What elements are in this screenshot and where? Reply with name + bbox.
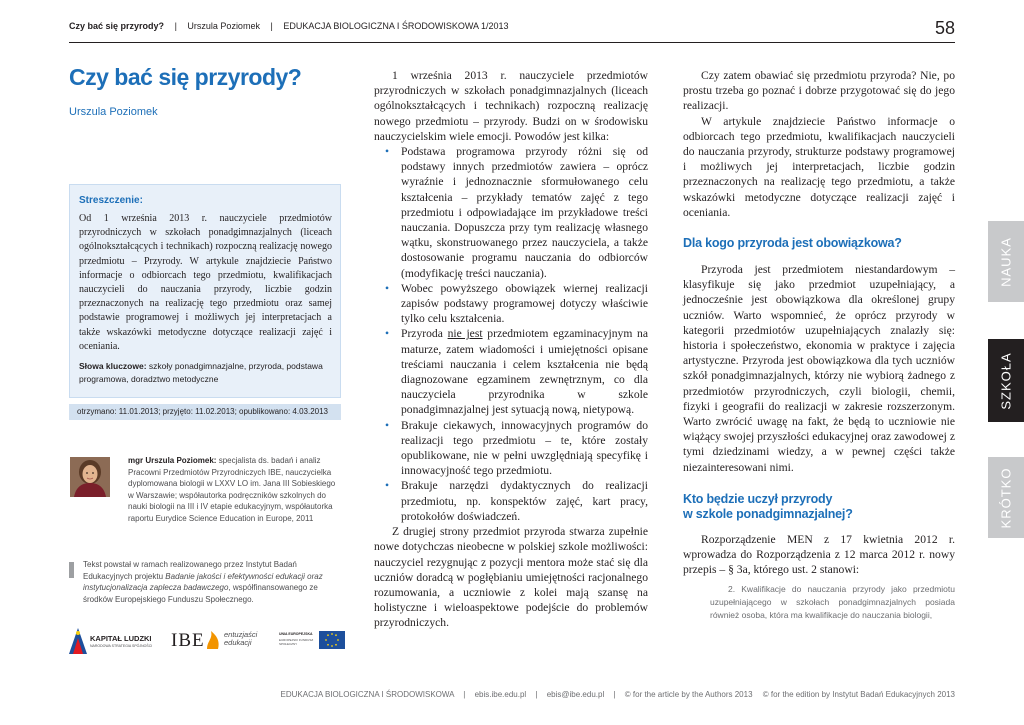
abstract-text: Od 1 września 2013 r. nauczyciele przedmiotów przyrodniczych w szkołach ponadgimnazjalnych (liceach ogólnokształcących i technikach) rozpoczną realizację nowego przedmiotu – Przyrody. W artykule znajdziecie Państwo informacje o odbiorcach tego przedmiotu, kwalifikacjach nauczycieli do nauczania przyrody, liczbie godzin przeznaczonych na realizację tego przedmiotu oraz samej podstawie programowej i możliwych jej interpretacjach a także wskazówki metodyczne dotyczące realizacji zajęć i oceniania.: [79, 213, 332, 352]
footer-separator: |: [463, 690, 466, 699]
footer-copyright-edition: © for the edition by Instytut Badań Edukacyjnych 2013: [762, 690, 955, 699]
header-text: [69, 21, 509, 31]
section-heading: Dla kogo przyroda jest obowiązkowa?: [683, 236, 902, 251]
eu-fund: EUROPEJSKI FUNDUSZ SPOŁECZNY: [279, 638, 314, 646]
footer-website-link[interactable]: ebis.ibe.edu.pl: [474, 690, 527, 699]
header-author: Urszula Poziomek: [187, 21, 260, 31]
footer-journal: EDUKACJA BIOLOGICZNA I ŚRODOWISKOWA: [280, 690, 455, 699]
list-item: [374, 326, 648, 417]
footer-copyright-article: © for the article by the Authors 2013: [624, 690, 753, 699]
ibe-tagline: entuzjaści edukacji: [224, 630, 258, 647]
author-photo: [70, 457, 110, 497]
author-bio-text: specjalista ds. badań i analiz Pracowni Przedmiotów Przyrodniczych IBE, nauczycielka dyplomowana biologii w LXXV LO im. Jana III Sobieskiego w Warszawie; współautorka podręczników szkolnych do nauki biologii na III i IV etapie edukacyjnym, współautorka raportu Eurydice Science Education in Europe, 2011: [128, 456, 336, 523]
header-separator: |: [270, 21, 273, 31]
list-item: • Podstawa programowa przyrody różni się od podstawy innych przedmiotów zawiera – oprócz wyraźnie i jednoznacznie sformułowanego celu kształcenia – przykłady tematów zajęć z tego przedmiotu i odpowiadające im przykładowe treści nauczania. Dopuszcza przy tym realizację własnego wątku, skonstruowanego przez nauczyciela, a także dostosowanie programu nauczania do odbiorców (modyfikację treści nauczania).: [374, 144, 648, 281]
closing-paragraph: Z drugiej strony przedmiot przyroda stwarza zupełnie nowe dotychczas nieobecne w polskiej szkole możliwości: nauczyciel rezygnując z pozycji mentora może stać się dla uczniów doradcą w pogłębianiu umiejętności racjonalnego rozumowania, a uczniowie z kolei mają szansę na holistyczne i wieloaspektowe podejście do problemów przyrodniczych.: [374, 525, 648, 630]
keywords-label: Słowa kluczowe:: [79, 361, 147, 372]
funding-note: [83, 559, 343, 605]
tab-label: KRÓTKO: [998, 467, 1014, 528]
paragraph: Czy zatem obawiać się przedmiotu przyroda? Nie, po prostu trzeba go poznać i dobrze przygotować się do jego realizacji.: [683, 69, 955, 113]
paragraph: W artykule znajdziecie Państwo informacje o odbiorcach tego przedmiotu, kwalifikacjach nauczycieli do nauczania przyrody, strukturze podstawy programowej i możliwych jej interpretacjach, liczbie godzin przeznaczonych na realizację tego przedmiotu, a także wskazówki metodyczne dotyczące realizacji zajęć i oceniania.: [683, 114, 955, 219]
tab-label: SZKOŁA: [998, 351, 1014, 410]
funding-marker: [69, 562, 74, 578]
author-portrait-icon: [70, 457, 110, 497]
header-article-title: Czy bać się przyrody?: [69, 21, 165, 31]
funding-line2: , współfinansowanego ze środków Europejskiego Funduszu Społecznego.: [83, 583, 318, 604]
paragraph: Rozporządzenie MEN z 17 kwietnia 2012 r. wprowadza do Rozporządzenia z 12 marca 2012 r. nowy przepis – § 3a, którego ust. 2 stanowi:: [683, 532, 955, 577]
header-separator: |: [174, 21, 177, 31]
list-item: • Brakuje ciekawych, innowacyjnych programów do realizacji tego przedmiotu – te, które zostały opublikowane, nie w pełni uwzględniają specyfikę i innowacyjność tego przedmiotu.: [374, 418, 648, 479]
header-journal: EDUKACJA BIOLOGICZNA I ŚRODOWISKOWA 1/2013: [283, 21, 509, 31]
author-bio-name: mgr Urszula Poziomek:: [128, 456, 217, 465]
publication-dates: otrzymano: 11.01.2013; przyjęto: 11.02.2013; opublikowano: 4.03.2013: [69, 404, 341, 420]
footer-separator: |: [535, 690, 538, 699]
keywords-list: szkoły ponadgimnazjalne, przyroda, podstawa programowa, doradztwo metodyczne: [79, 361, 323, 385]
abstract-heading: Streszczenie:: [79, 195, 143, 206]
tab-krotko[interactable]: [988, 457, 1024, 538]
intro-paragraph: 1 września 2013 r. nauczyciele przedmiotów przyrodniczych w szkołach ponadgimnazjalnych (liceach ogólnokształcących i technikach) rozpoczną realizację nowego przedmiotu – przyrody. Budzi on w środowisku nauczycielskim wiele emocji. Powodów jest kilka:: [374, 69, 648, 143]
list-item-text: przedmiotem egzaminacyjnym na maturze, zatem wiadomości i umiejętności opisane treściami nauczania i celem kształcenia nie będą diagnozowane egzaminem zewnętrznym, co dla nauczyciela przyrodnika w szkole ponadgimnazjalnej jest sytuacją nową, nietypową.: [401, 327, 648, 417]
eu-logo: [279, 625, 345, 657]
section-heading-line: Kto będzie uczył przyrody: [683, 491, 833, 506]
column-right: [683, 68, 955, 622]
ibe-wordmark: IBE: [171, 630, 205, 651]
eu-name: UNIA EUROPEJSKA: [279, 632, 313, 636]
section-heading: [683, 492, 955, 522]
section-heading-line: w szkole ponadgimnazjalnej?: [683, 506, 853, 521]
ibe-logo: [171, 625, 263, 657]
kapital-ludzki-logo: [69, 625, 159, 657]
kapital-ludzki-name: KAPITAŁ LUDZKI: [90, 634, 152, 643]
funding-line1: Tekst powstał w ramach realizowanego przez Instytut Badań Edukacyjnych projektu: [83, 560, 297, 581]
ibe-flame-icon: [205, 629, 221, 651]
tab-label: NAUKA: [998, 236, 1014, 287]
sponsor-logos: [69, 625, 345, 657]
funding-project: Badanie jakości i efektywności edukacji oraz instytucjonalizacja zaplecza badawczego: [83, 571, 323, 592]
list-item: • Brakuje narzędzi dydaktycznych do realizacji przedmiotu, np. konspektów zajęć, kart pracy, protokołów doświadczeń.: [374, 478, 648, 524]
footer-separator: |: [613, 690, 616, 699]
underlined-text: nie jest: [447, 327, 483, 341]
kapital-ludzki-icon: [69, 626, 87, 656]
footer-email-link[interactable]: ebis@ibe.edu.pl: [546, 690, 605, 699]
article-title: Czy bać się przyrody?: [69, 64, 302, 90]
abstract-box: [69, 184, 341, 398]
column-middle: [374, 68, 648, 631]
kapital-ludzki-sub: NARODOWA STRATEGIA SPÓJNOŚCI: [90, 644, 153, 648]
reasons-list: [374, 144, 648, 524]
tab-nauka[interactable]: [988, 221, 1024, 302]
paragraph: Przyroda jest przedmiotem niestandardowym – klasyfikuje się jako przedmiot uzupełniający, a jednocześnie jest obowiązkowa dla określonej grupy uczniów. Warto wspomnieć, że oprócz przyrody w kategorii przedmiotów uzupełniających znalazły się: historia i społeczeństwo, ekonomia w praktyce i zajęcia artystyczne. Przyroda jest obowiązkowa dla tych uczniów szkół ponadgimnazjalnych, którzy nie wybiorą żadnego z przedmiotów przyrodniczych, czyli biologii, chemii, fizyki i geografii do realizacji w zakresie rozszerzonym. Warto zwrócić uwagę na fakt, że będą to uczniowie nie wiążący swojej przyszłości edukacyjnej oraz zawodowej z tymi dziedzinami wiedzy, a w pewnej części także niezainteresowani nimi.: [683, 263, 955, 474]
author-bio: [128, 455, 340, 524]
quoted-regulation: 2. Kwalifikacje do nauczania przyrody jako przedmiotu uzupełniającego w szkołach ponadgimnazjalnych posiada również osoba, która ma kwalifikacje do nauczania biologii,: [710, 584, 955, 621]
eu-flag-icon: [319, 631, 345, 649]
article-author: Urszula Poziomek: [69, 106, 158, 118]
running-header: [69, 16, 955, 43]
page-footer: [281, 690, 955, 699]
keywords: [79, 360, 332, 386]
list-item-text: Przyroda: [401, 327, 443, 341]
tab-szkola[interactable]: [988, 339, 1024, 422]
page-number: 58: [934, 18, 955, 38]
list-item: • Wobec powyższego obowiązek wiernej realizacji zapisów podstawy programowej dotyczy właściwie tylko celu kształcenia.: [374, 281, 648, 327]
